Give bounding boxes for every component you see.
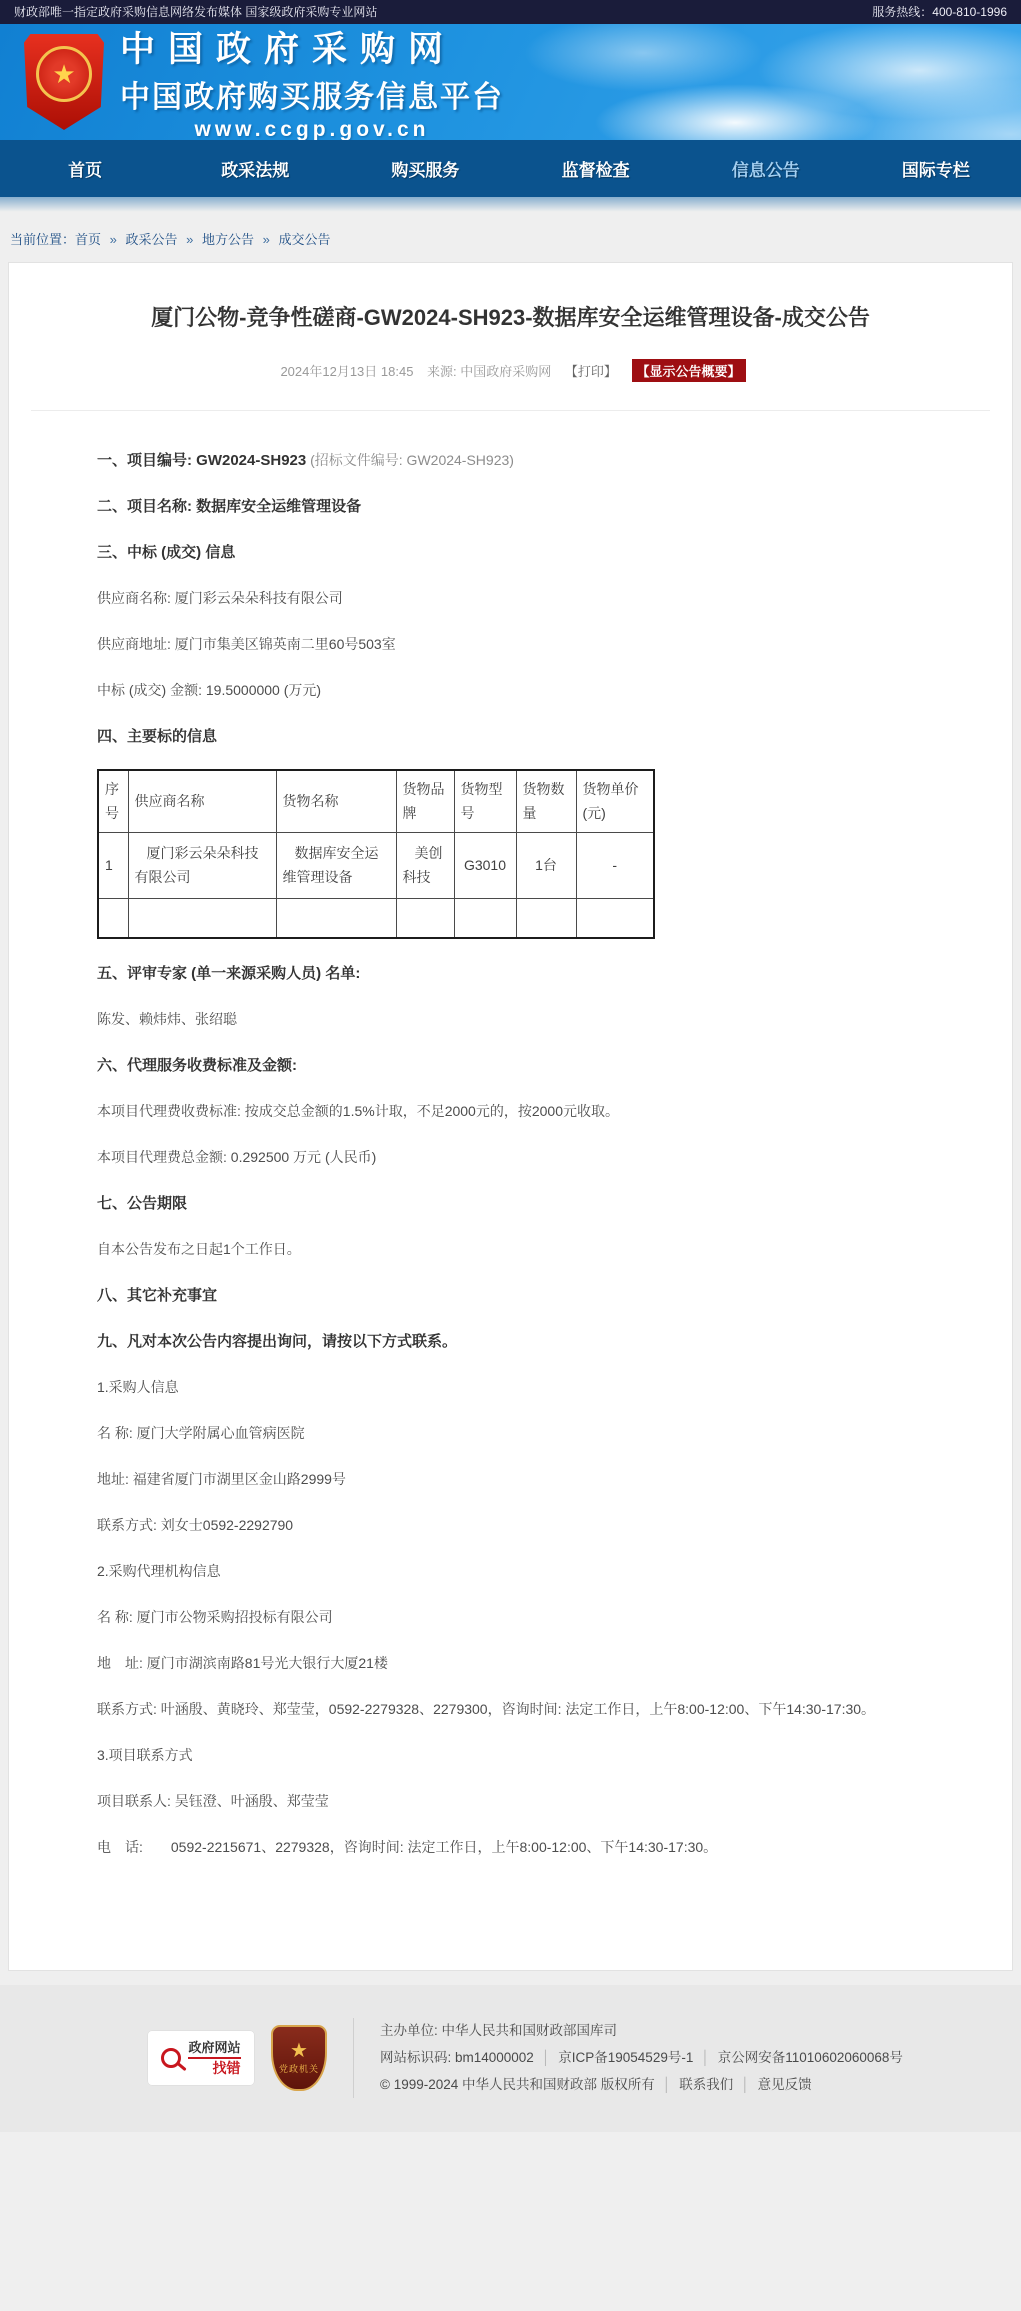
- footer-vertical-divider: [353, 2018, 354, 2098]
- para-purchaser-name: 名 称: 厦门大学附属心血管病医院: [97, 1425, 305, 1441]
- breadcrumb-separator: »: [262, 232, 270, 247]
- media-statement: 财政部唯一指定政府采购信息网络发布媒体 国家级政府采购专业网站: [14, 5, 378, 19]
- table-header-row: [98, 770, 654, 832]
- cell-empty: [516, 898, 576, 938]
- article-meta: [31, 359, 990, 382]
- main-nav: [0, 140, 1021, 197]
- para-supplier-address: 供应商地址: 厦门市集美区锦英南二里60号503室: [97, 636, 396, 652]
- footer-content: [0, 2017, 1021, 2098]
- service-hotline: 服务热线：400-810-1996: [872, 5, 1007, 19]
- cell-goods-name: 数据库安全运维管理设备: [276, 832, 396, 898]
- announcement-card: [8, 262, 1013, 1971]
- breadcrumb-prefix: 当前位置：: [10, 232, 76, 247]
- para-experts-heading: 五、评审专家 (单一来源采购人员) 名单:: [97, 965, 361, 982]
- breadcrumb-separator: »: [186, 232, 194, 247]
- para-award-info-heading: 三、中标 (成交) 信息: [97, 544, 236, 561]
- nav-item-regulations[interactable]: 政采法规: [221, 161, 290, 180]
- cell-empty: [576, 898, 654, 938]
- para-purchaser-address: 地址: 福建省厦门市湖里区金山路2999号: [97, 1471, 346, 1487]
- magnifier-icon: [161, 2048, 181, 2068]
- nav-item-announcements[interactable]: 信息公告: [731, 161, 800, 180]
- col-quantity: 货物数量: [516, 770, 576, 832]
- breadcrumb-current: 成交公告: [278, 232, 331, 247]
- host-unit: 主办单位: 中华人民共和国财政部国库司: [380, 2023, 618, 2038]
- para-supplier-name: 供应商名称: 厦门彩云朵朵科技有限公司: [97, 590, 343, 606]
- cell-supplier: 厦门彩云朵朵科技有限公司: [128, 832, 276, 898]
- police-record-number: 京公网安备11010602060068号: [717, 2050, 903, 2065]
- para-purchaser-contact: 联系方式: 刘女士0592-2292790: [97, 1517, 294, 1533]
- print-button[interactable]: 【打印】: [564, 364, 617, 379]
- nav-gradient-fade: [0, 197, 1021, 213]
- nav-item-home[interactable]: 首页: [68, 161, 103, 180]
- col-supplier: 供应商名称: [128, 770, 276, 832]
- show-summary-button[interactable]: 【显示公告概要】: [632, 359, 746, 382]
- article-header: [31, 303, 990, 411]
- col-unit-price: 货物单价 (元): [576, 770, 654, 832]
- table-empty-row: [98, 898, 654, 938]
- error-badge-line2: 找错: [212, 2059, 241, 2076]
- para-other-matters-heading: 八、其它补充事宜: [97, 1287, 218, 1304]
- cell-empty: [98, 898, 128, 938]
- para-project-phone: 电 话: 0592-2215671、2279328，咨询时间: 法定工作日，上午8:00-12:00、下午14:30-17:30。: [97, 1839, 718, 1855]
- para-purchaser-info-label: 1.采购人信息: [97, 1379, 179, 1395]
- para-agency-fee-total: 本项目代理费总金额: 0.292500 万元 (人民币): [97, 1149, 377, 1165]
- cell-empty: [128, 898, 276, 938]
- cell-serial: 1: [98, 832, 128, 898]
- cell-brand: 美创科技: [396, 832, 454, 898]
- shield-star-icon: ★: [290, 2040, 308, 2062]
- breadcrumb-procurement-announcements[interactable]: 政采公告: [125, 232, 178, 247]
- para-announcement-period: 自本公告发布之日起1个工作日。: [97, 1241, 301, 1257]
- cell-empty: [276, 898, 396, 938]
- nav-item-supervision[interactable]: 监督检查: [561, 161, 630, 180]
- para-agency-info-label: 2.采购代理机构信息: [97, 1563, 221, 1579]
- para-announcement-period-heading: 七、公告期限: [97, 1195, 188, 1212]
- col-model: 货物型号: [454, 770, 516, 832]
- cell-quantity: 1台: [516, 832, 576, 898]
- feedback-link[interactable]: 意见反馈: [757, 2077, 812, 2092]
- table-row: [98, 832, 654, 898]
- top-utility-bar: [0, 0, 1021, 24]
- para-inquiry-heading: 九、凡对本次公告内容提出询问，请按以下方式联系。: [97, 1333, 458, 1350]
- page-title: 厦门公物-竞争性磋商-GW2024-SH923-数据库安全运维管理设备-成交公告: [151, 305, 870, 330]
- footer-registration-line: [380, 2044, 903, 2071]
- contact-us-link[interactable]: 联系我们: [679, 2077, 734, 2092]
- footer-host-line: [380, 2017, 903, 2044]
- breadcrumb-local-announcements[interactable]: 地方公告: [202, 232, 255, 247]
- site-name: 中国政府采购网: [120, 30, 457, 69]
- cell-model: G3010: [454, 832, 516, 898]
- gov-site-error-report-badge[interactable]: [147, 2030, 255, 2086]
- site-url: www.ccgp.gov.cn: [194, 118, 430, 140]
- site-code: 网站标识码: bm14000002: [380, 2050, 534, 2065]
- para-main-items-heading: 四、主要标的信息: [97, 728, 218, 745]
- goods-table: [97, 769, 655, 939]
- national-emblem-logo[interactable]: [24, 34, 104, 130]
- error-badge-text: [188, 2040, 240, 2076]
- shield-badge-label: 党政机关: [278, 2064, 319, 2074]
- para-agency-contact: 联系方式: 叶涵殷、黄晓玲、郑莹莹，0592-2279328、2279300，咨询时间: 法定工作日，上午8:00-12:00、下午14:30-17:30。: [97, 1701, 876, 1717]
- bid-doc-number-text: (招标文件编号: GW2024-SH923): [306, 452, 514, 468]
- para-agency-fee-standard: 本项目代理费收费标准: 按成交总金额的1.5%计取，不足2000元的，按2000元收取。: [97, 1103, 619, 1119]
- para-project-contacts: 项目联系人: 吴钰澄、叶涵殷、郑莹莹: [97, 1793, 329, 1809]
- footer-separator: │: [541, 2050, 551, 2065]
- cell-empty: [396, 898, 454, 938]
- breadcrumb-home[interactable]: 首页: [75, 232, 102, 247]
- para-agency-name: 名 称: 厦门市公物采购招投标有限公司: [97, 1609, 333, 1625]
- breadcrumb: [0, 213, 1021, 258]
- footer-separator: │: [662, 2077, 672, 2092]
- breadcrumb-separator: »: [109, 232, 117, 247]
- footer-text-block: [380, 2017, 903, 2098]
- publish-datetime: 2024年12月13日 18:45: [280, 364, 414, 379]
- para-project-contact-label: 3.项目联系方式: [97, 1747, 193, 1763]
- col-serial: 序号: [98, 770, 128, 832]
- site-footer: [0, 1985, 1021, 2132]
- site-subtitle: 中国政府购买服务信息平台: [120, 81, 504, 114]
- cell-empty: [454, 898, 516, 938]
- nav-item-purchase-services[interactable]: 购买服务: [391, 161, 460, 180]
- para-agency-fee-heading: 六、代理服务收费标准及金额:: [97, 1057, 297, 1074]
- error-badge-line1: 政府网站: [188, 2040, 240, 2059]
- article-body: [9, 411, 1012, 1866]
- site-header: [0, 24, 1021, 140]
- emblem-star-icon: ★: [36, 46, 92, 102]
- footer-copyright-line: [380, 2071, 903, 2098]
- party-gov-org-badge[interactable]: [271, 2025, 327, 2091]
- para-project-number: [97, 442, 897, 479]
- footer-separator: │: [741, 2077, 750, 2092]
- nav-item-international[interactable]: 国际专栏: [901, 161, 970, 180]
- site-title-block: [120, 24, 504, 140]
- copyright-text: © 1999-2024 中华人民共和国财政部 版权所有: [380, 2077, 655, 2092]
- para-award-amount: 中标 (成交) 金额: 19.5000000 (万元): [97, 682, 322, 698]
- para-project-name: 二、项目名称: 数据库安全运维管理设备: [97, 498, 362, 515]
- icp-number: 京ICP备19054529号-1: [558, 2050, 694, 2065]
- article-source: 来源: 中国政府采购网: [427, 364, 552, 379]
- project-number-text: 一、项目编号: GW2024-SH923: [97, 452, 307, 469]
- cell-unit-price: -: [576, 832, 654, 898]
- para-agency-address: 地 址: 厦门市湖滨南路81号光大银行大厦21楼: [97, 1655, 388, 1671]
- col-brand: 货物品牌: [396, 770, 454, 832]
- footer-separator: │: [701, 2050, 710, 2065]
- col-goods-name: 货物名称: [276, 770, 396, 832]
- para-experts-names: 陈发、赖炜炜、张绍聪: [97, 1011, 237, 1027]
